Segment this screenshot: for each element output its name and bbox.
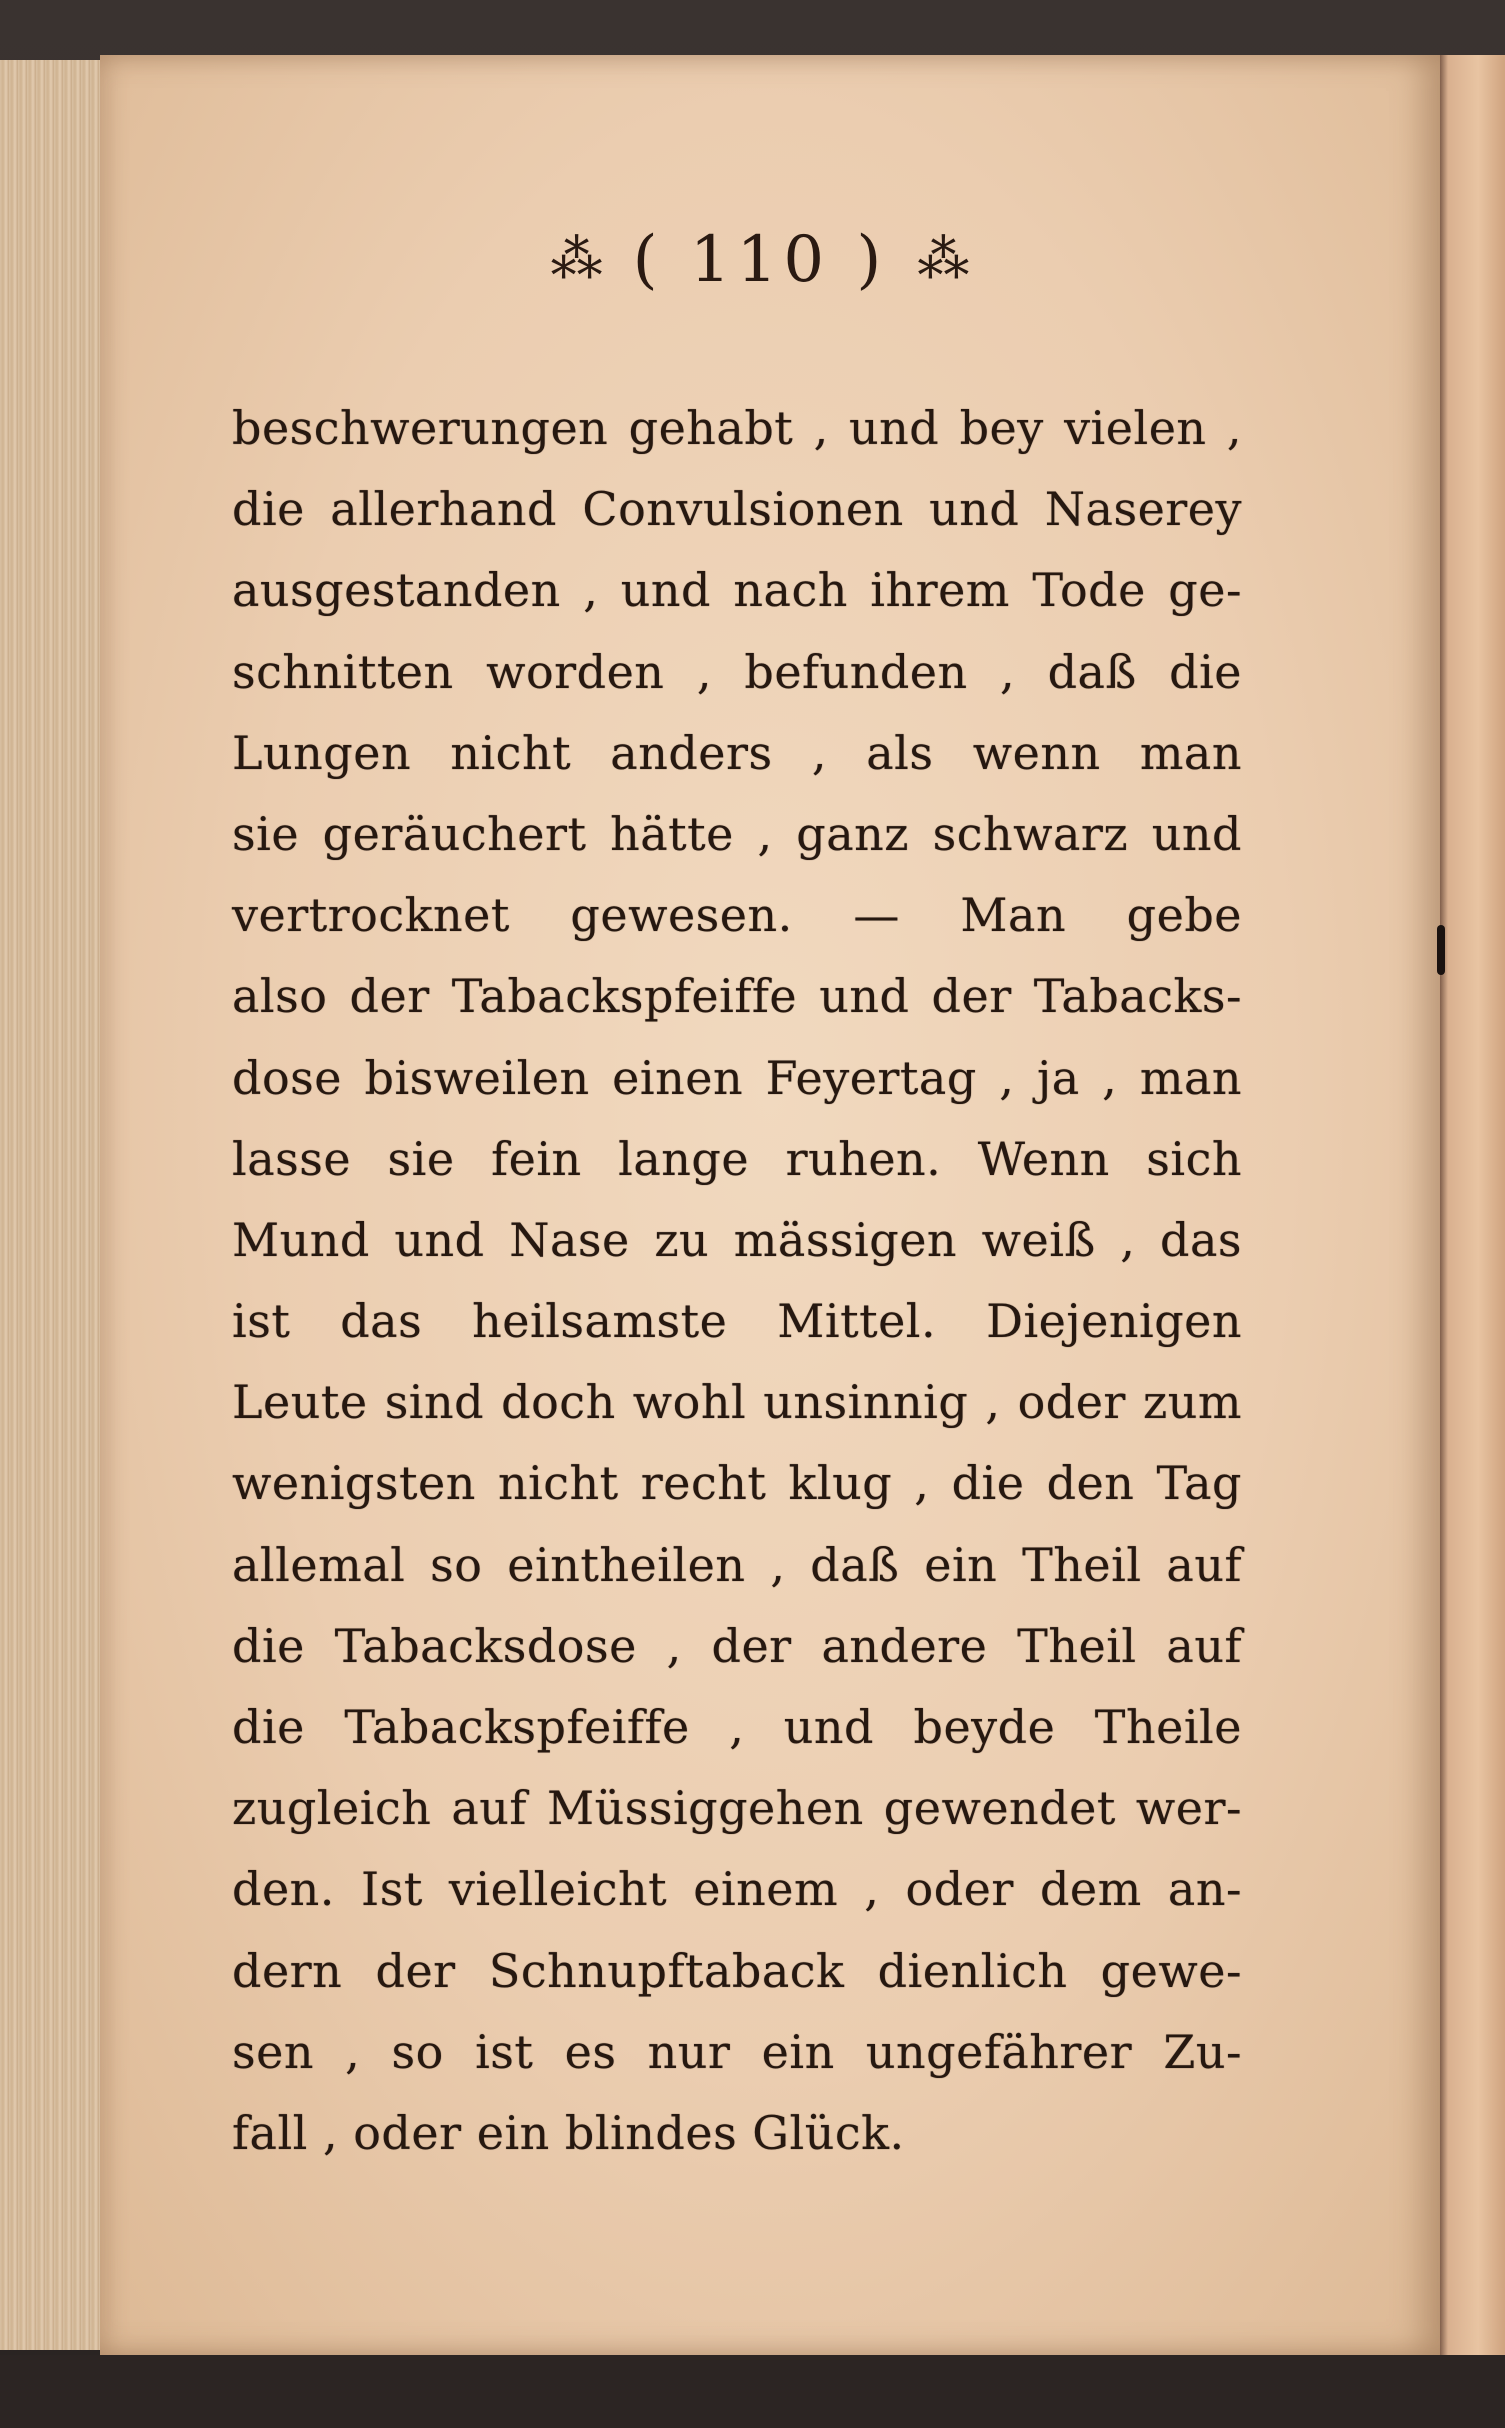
text-line: lasse sie fein lange ruhen. Wenn sich (232, 1131, 1242, 1186)
right-ornament-icon: ⁂ (917, 230, 970, 290)
text-line: Mund und Nase zu mässigen weiß , das (232, 1212, 1242, 1267)
text-line: sie geräuchert hätte , ganz schwarz und (232, 806, 1242, 861)
text-line: Leute sind doch wohl unsinnig , oder zum (232, 1375, 1242, 1430)
margin-mark (1437, 925, 1445, 975)
page-header (440, 215, 1080, 305)
left-ornament-icon: ⁂ (550, 230, 603, 290)
text-line: dern der Schnupftaback dienlich gewe- (232, 1943, 1242, 1998)
text-line: die Tabacksdose , der andere Theil auf (232, 1618, 1242, 1673)
page-number: ( 110 ) (632, 223, 888, 297)
text-line: fall , oder ein blindes Glück. (232, 2105, 905, 2160)
text-line: ausgestanden , und nach ihrem Tode ge- (232, 563, 1242, 618)
text-line: ist das heilsamste Mittel. Diejenigen (232, 1294, 1242, 1349)
book-cover-edge (1438, 55, 1505, 2355)
text-line: zugleich auf Müssiggehen gewendet wer- (232, 1781, 1242, 1836)
page-edges (0, 60, 107, 2350)
text-line: Lungen nicht anders , als wenn man (232, 725, 1242, 780)
text-line: allemal so eintheilen , daß ein Theil auf (232, 1537, 1242, 1592)
text-line: wenigsten nicht recht klug , die den Tag (232, 1456, 1242, 1511)
text-line: sen , so ist es nur ein ungefährer Zu- (232, 2024, 1242, 2079)
text-line: dose bisweilen einen Feyertag , ja , man (232, 1050, 1242, 1105)
text-line: vertrocknet gewesen. — Man gebe (232, 888, 1242, 943)
text-line: also der Tabackspfeiffe und der Tabacks- (232, 969, 1242, 1024)
text-line: die Tabackspfeiffe , und beyde Theile (232, 1700, 1242, 1754)
text-line: schnitten worden , befunden , daß die (232, 644, 1242, 699)
text-line: beschwerungen gehabt , und bey vielen , (232, 401, 1242, 455)
text-line: die allerhand Convulsionen und Naserey (232, 482, 1242, 537)
scan-bottom-band (0, 2355, 1505, 2428)
body-text (232, 388, 1242, 2174)
text-line: den. Ist vielleicht einem , oder dem an- (232, 1862, 1242, 1917)
